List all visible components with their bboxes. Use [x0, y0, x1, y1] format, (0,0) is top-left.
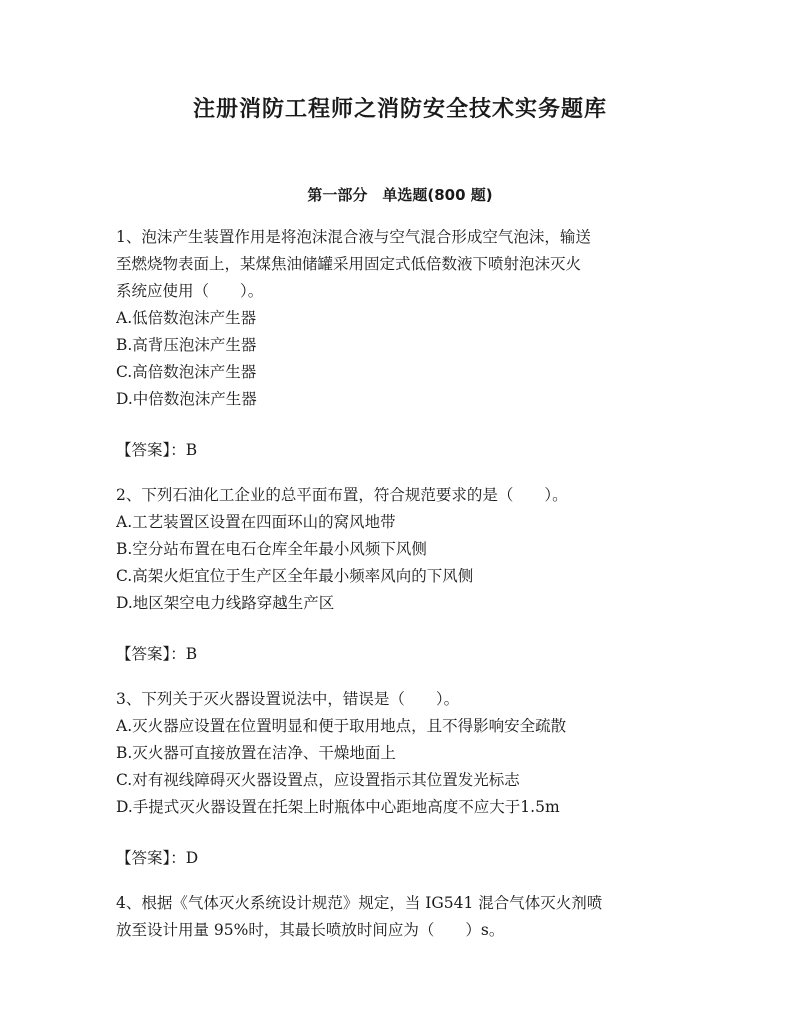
section-heading: 第一部分 单选题(800 题): [307, 186, 493, 204]
answer-option: B.高背压泡沫产生器: [116, 336, 257, 354]
answer-option: A.低倍数泡沫产生器: [116, 309, 257, 327]
document-title: 注册消防工程师之消防安全技术实务题库: [192, 97, 607, 122]
answer-option: C.高架火炬宜位于生产区全年最小频率风向的下风侧: [116, 567, 474, 585]
question-stem-line: 4、根据《气体灭火系统设计规范》规定，当 IG541 混合气体灭火剂喷: [116, 894, 603, 912]
question-block: [116, 686, 688, 872]
correct-answer: 【答案】：B: [116, 645, 198, 663]
answer-option: D.手提式灭火器设置在托架上时瓶体中心距地高度不应大于1.5m: [116, 798, 560, 816]
question-block: [116, 224, 688, 464]
question-stem-line: 1、泡沫产生装置作用是将泡沫混合液与空气混合形成空气泡沫，输送: [116, 228, 591, 246]
answer-option: B.空分站布置在电石仓库全年最小风频下风侧: [116, 540, 427, 558]
question-list: [116, 224, 688, 944]
answer-option: D.中倍数泡沫产生器: [116, 390, 257, 408]
correct-answer: 【答案】：B: [116, 441, 198, 459]
question-stem-line: 2、下列石油化工企业的总平面布置，符合规范要求的是（ ）。: [116, 486, 568, 504]
correct-answer: 【答案】：D: [116, 849, 199, 867]
answer-option: A.工艺装置区设置在四面环山的窝风地带: [116, 513, 396, 531]
answer-option: B.灭火器可直接放置在洁净、干燥地面上: [116, 744, 396, 762]
question-stem-line: 3、下列关于灭火器设置说法中，错误是（ ）。: [116, 690, 460, 708]
answer-option: D.地区架空电力线路穿越生产区: [116, 594, 335, 612]
question-block: [116, 890, 688, 944]
question-stem-line: 至燃烧物表面上，某煤焦油储罐采用固定式低倍数液下喷射泡沫灭火: [116, 255, 582, 273]
question-stem-line: 放至设计用量 95%时，其最长喷放时间应为（ ）s。: [116, 921, 505, 939]
answer-option: A.灭火器应设置在位置明显和便于取用地点，且不得影响安全疏散: [116, 717, 567, 735]
answer-option: C.高倍数泡沫产生器: [116, 363, 257, 381]
question-block: [116, 482, 688, 668]
answer-option: C.对有视线障碍灭火器设置点，应设置指示其位置发光标志: [116, 771, 520, 789]
question-stem-line: 系统应使用（ ）。: [116, 282, 264, 300]
